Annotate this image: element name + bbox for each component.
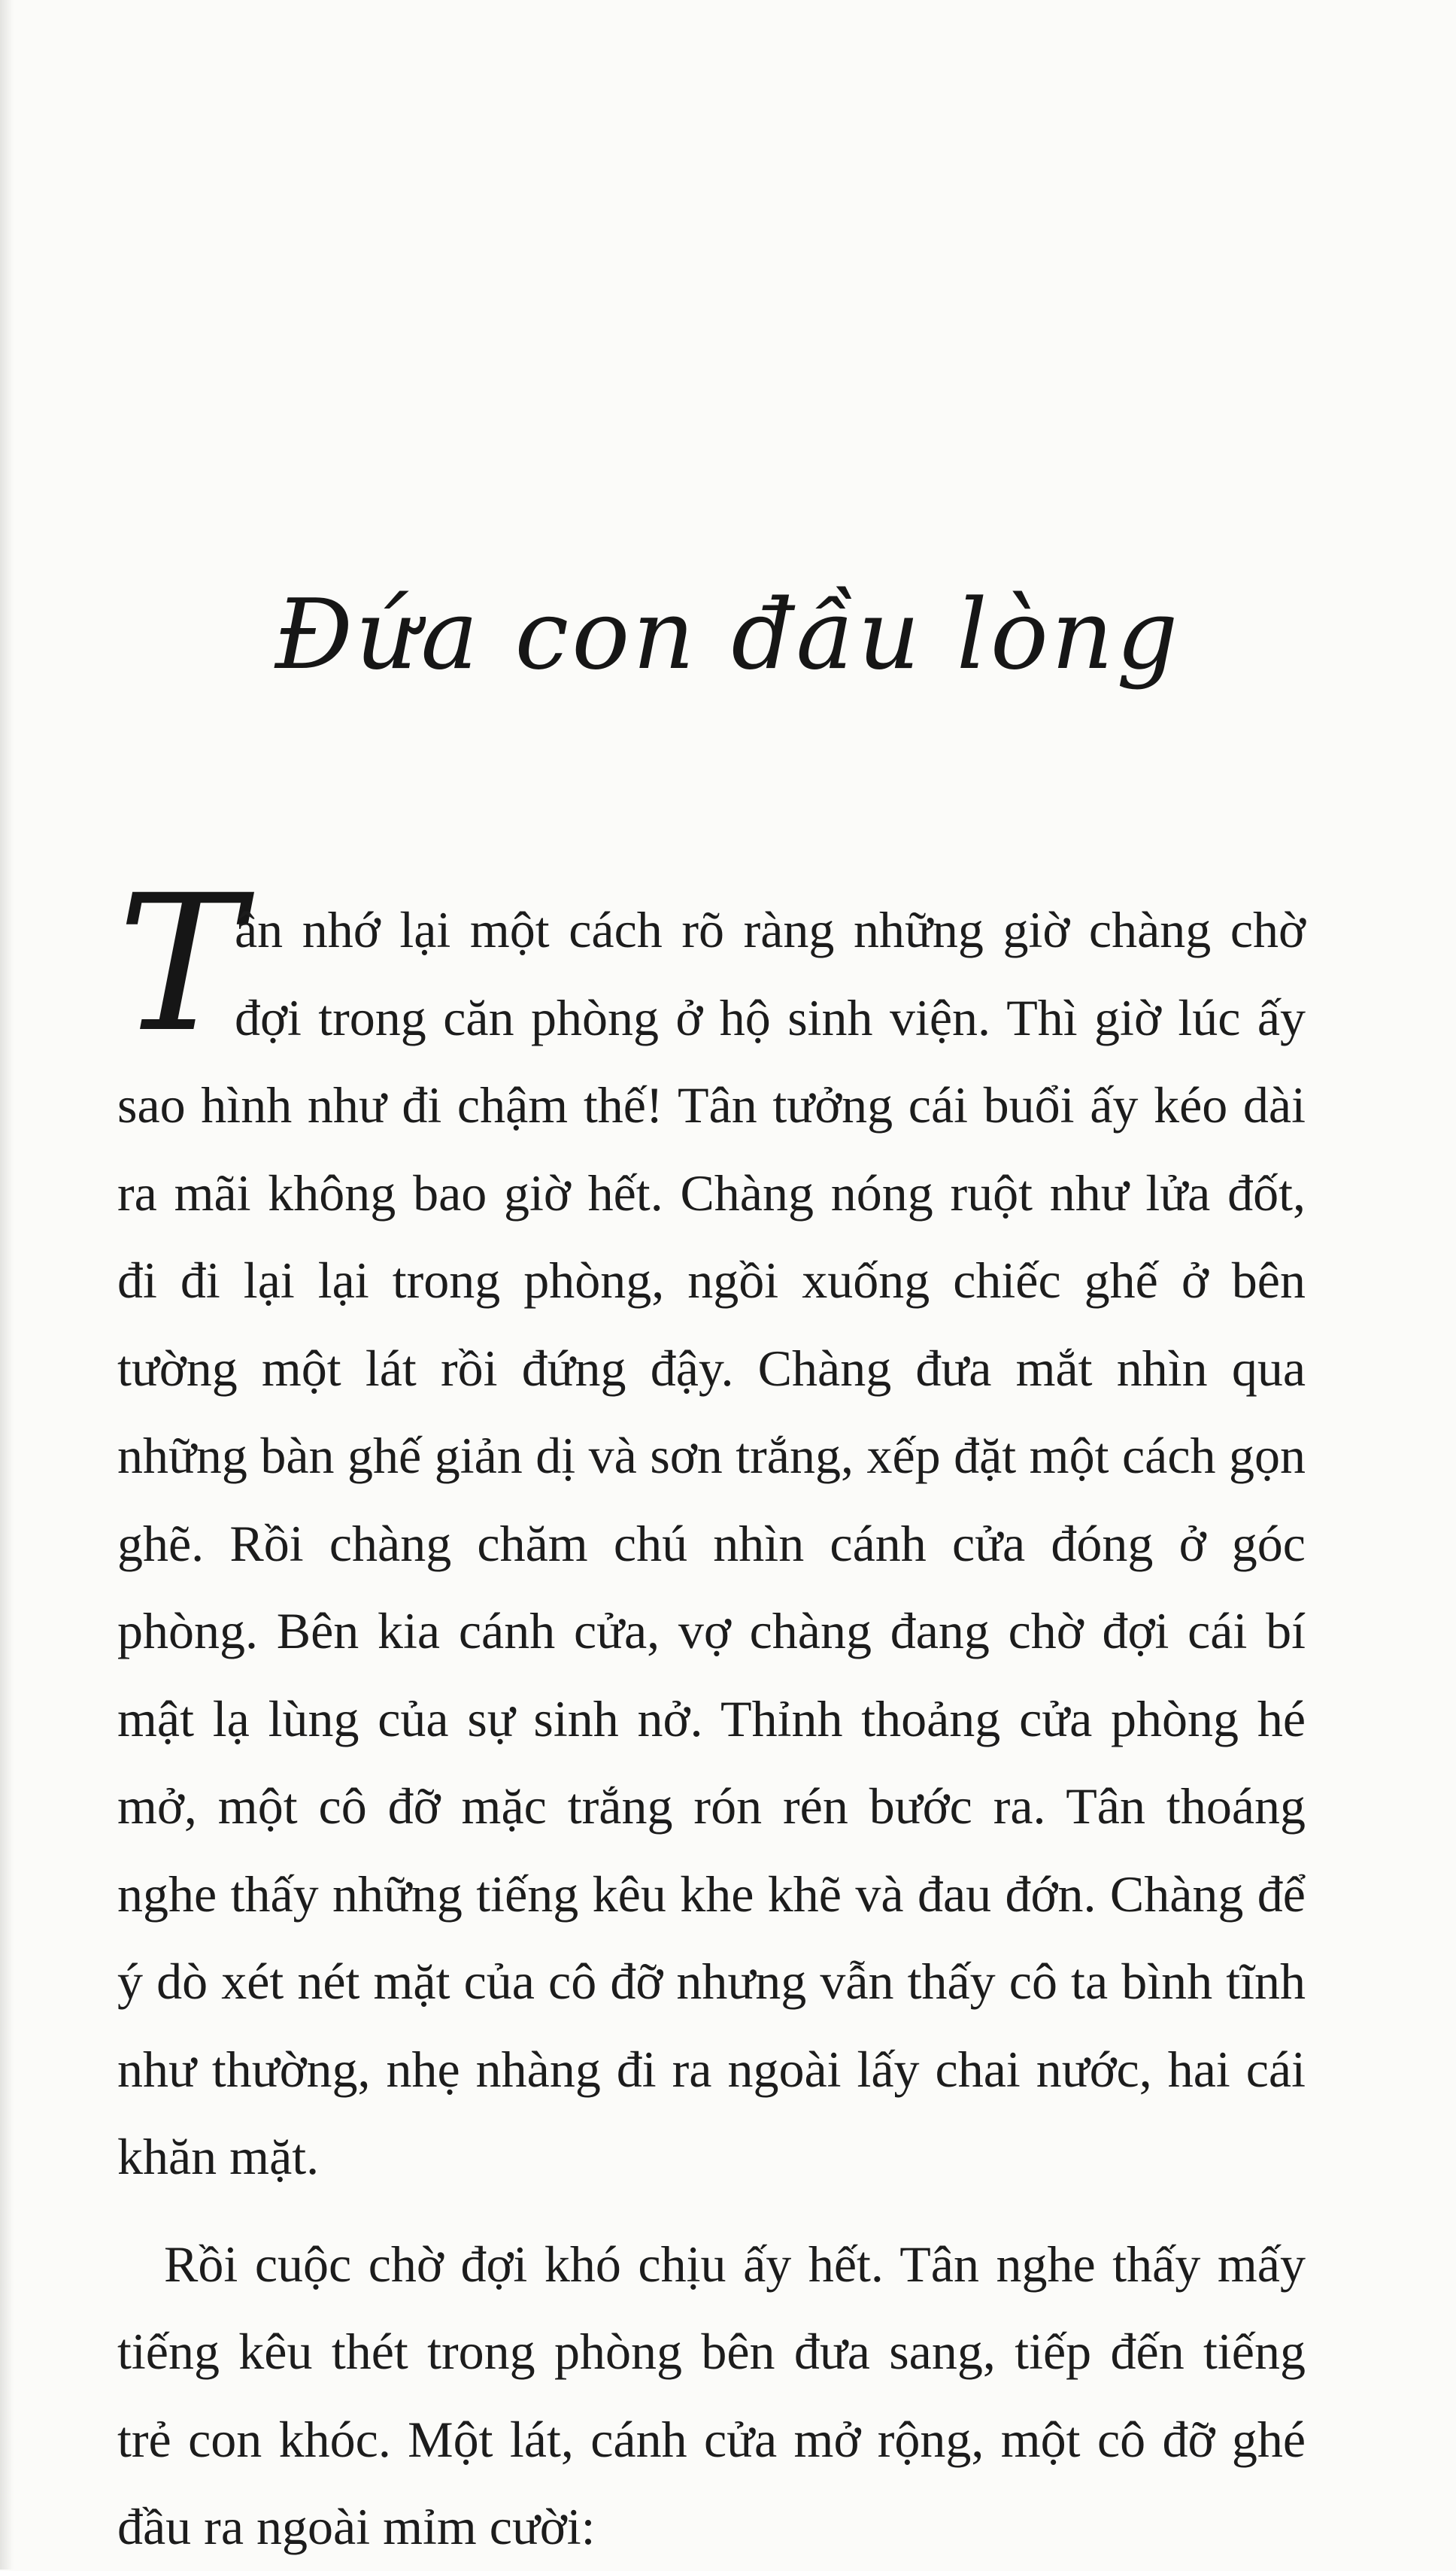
page-spine-shadow <box>0 0 14 2569</box>
paragraph-1 <box>117 854 1306 2201</box>
paragraph-1-text: ân nhớ lại một cách rõ ràng những giờ chàng chờ đợi trong căn phòng ở hộ sinh viện. Thì giờ lúc ấy sao hình như đi chậm thế! Tân tưởng cái buổi ấy kéo dài ra mãi không bao giờ hết. Chàng nóng ruột như lửa đốt, đi đi lại lại trong phòng, ngồi xuống chiếc ghế ở bên tường một lát rồi đứng đậy. Chàng đưa mắt nhìn qua những bàn ghế giản dị và sơn trắng, xếp đặt một cách gọn ghẽ. Rồi chàng chăm chú nhìn cánh cửa đóng ở góc phòng. Bên kia cánh cửa, vợ chàng đang chờ đợi cái bí mật lạ lùng của sự sinh nở. Thỉnh thoảng cửa phòng hé mở, một cô đỡ mặc trắng rón rén bước ra. Tân thoáng nghe thấy những tiếng kêu khe khẽ và đau đớn. Chàng để ý dò xét nét mặt của cô đỡ nhưng vẫn thấy cô ta bình tĩnh như thường, nhẹ nhàng đi ra ngoài lấy chai nước, hai cái khăn mặt. <box>117 901 1306 2185</box>
drop-cap-letter: T <box>117 854 243 1073</box>
paragraph-2: Rồi cuộc chờ đợi khó chịu ấy hết. Tân nghe thấy mấy tiếng kêu thét trong phòng bên đưa sang, tiếp đến tiếng trẻ con khóc. Một lát, cánh cửa mở rộng, một cô đỡ ghé đầu ra ngoài mỉm cười: <box>117 2235 1306 2555</box>
chapter-title: Đứa con đầu lòng <box>275 579 1181 691</box>
chapter-body <box>117 854 1306 2571</box>
